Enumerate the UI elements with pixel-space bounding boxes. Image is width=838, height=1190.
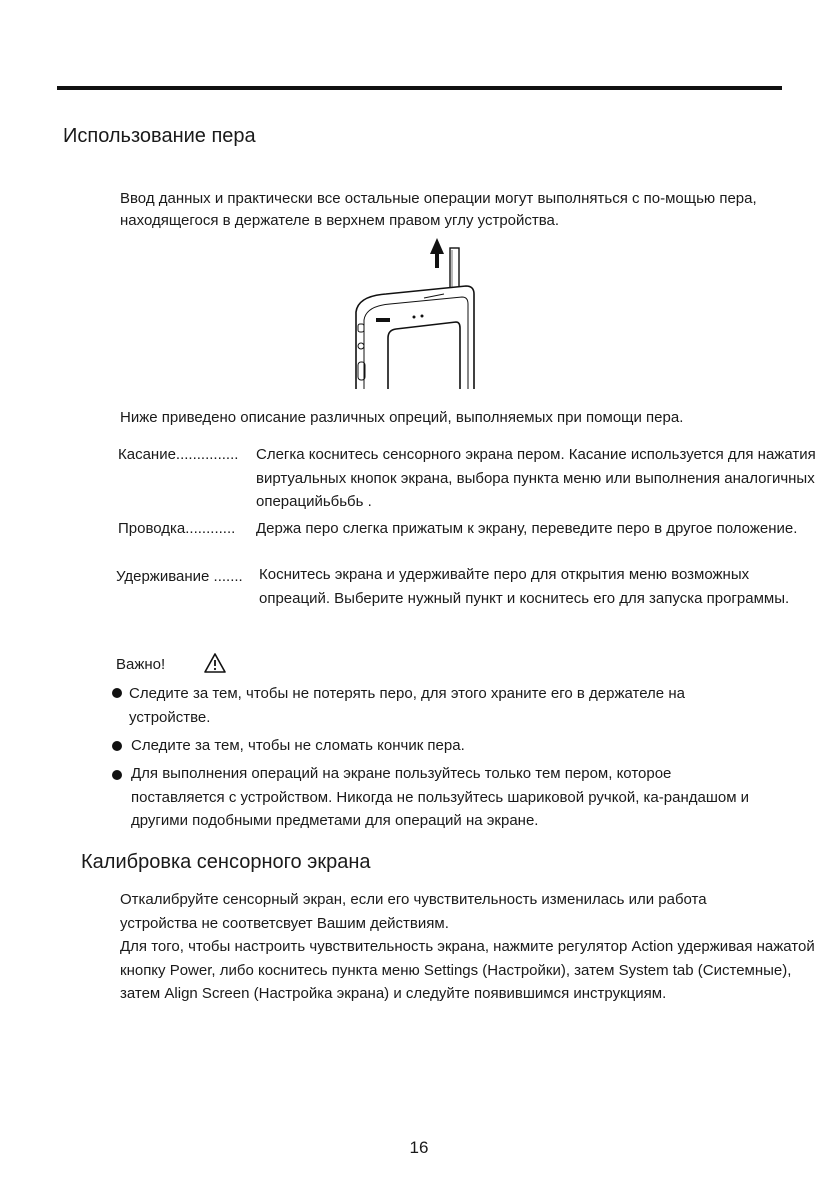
important-text: Для выполнения операций на экране пользуйтесь только тем пером, которое поставляется с устройством. Никогда не пользуйтесь шариковой ручкой, ка-рандашом и другими подобными предметами для операций на экране. — [131, 765, 750, 829]
warning-triangle-icon — [203, 652, 227, 674]
section-title-pen: Использование пера — [63, 125, 256, 147]
important-text: Следите за тем, чтобы не сломать кончик пера. — [131, 737, 465, 754]
operations-lead: Ниже приведено описание различных опреций, выполняемых при помощи пера. — [120, 409, 684, 426]
bullet — [112, 770, 122, 780]
operation-definition: Слегка коснитесь сенсорного экрана пером. Касание используется для нажатия виртуальных кнопок экрана, выбора пункта меню или выполнения аналогичных операцийьбьбь . — [256, 446, 816, 510]
operation-term: Удерживание ....... — [116, 568, 243, 585]
top-rule — [57, 86, 782, 90]
important-label: Важно! — [116, 656, 166, 673]
page-number: 16 — [409, 1138, 429, 1157]
operation-term: Проводка............ — [118, 520, 236, 537]
device-stylus-illustration — [346, 234, 486, 389]
calibration-paragraph: Для того, чтобы настроить чувствительность экрана, нажмите регулятор Action удерживая нажатой кнопку Power, либо коснитесь пункта меню Settings (Настройки), затем System tab (Системные), затем Align Screen (Настройка экрана) и следуйте появившимся инструкциям. — [120, 938, 815, 1002]
calibration-text — [120, 888, 820, 1006]
calibration-paragraph: Откалибруйте сенсорный экран, если его чувствительность изменилась или работа устройства не соответсвует Вашим действиям. — [120, 891, 707, 932]
bullet — [112, 741, 122, 751]
important-text: Следите за тем, чтобы не потерять перо, для этого храните его в держателе на устройстве. — [129, 685, 685, 726]
operation-definition: Держа перо слегка прижатым к экрану, переведите перо в другое положение. — [256, 520, 798, 537]
bullet — [112, 688, 122, 698]
operation-definition: Коснитесь экрана и удерживайте перо для открытия меню возможных опреаций. Выберите нужный пункт и коснитесь его для запуска программы. — [259, 566, 790, 607]
intro-paragraph: Ввод данных и практически все остальные операции могут выполняться с по-мощью пера, находящегося в держателе в верхнем правом углу устройства. — [120, 190, 757, 229]
arrow-up-icon — [430, 238, 444, 268]
operation-term: Касание............... — [118, 446, 239, 463]
section-title-calibration: Калибровка сенсорного экрана — [81, 851, 371, 873]
